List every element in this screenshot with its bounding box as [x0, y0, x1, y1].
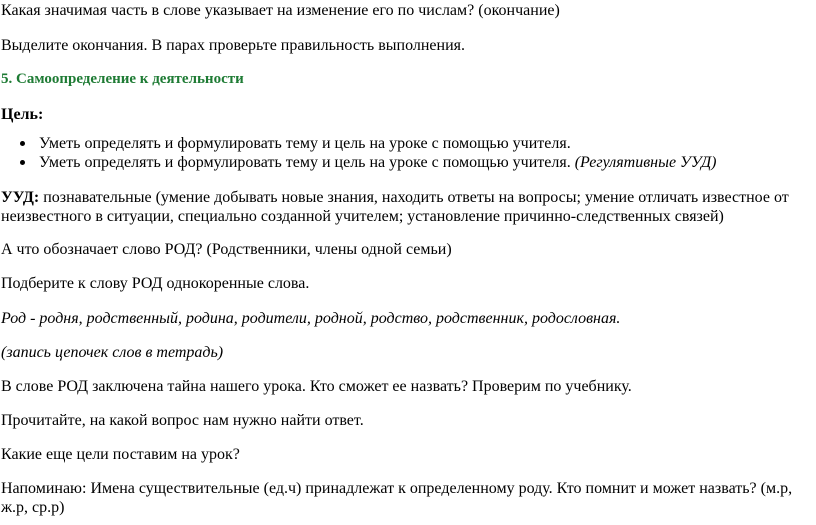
goal-text: Уметь определять и формулировать тему и цель на уроке с помощью учителя. — [39, 154, 571, 171]
instruction-paragraph: Выделите окончания. В парах проверьте правильность выполнения. — [1, 37, 466, 54]
uud-text: познавательные (умение добывать новые знания, находить ответы на вопросы; умение отличать известное от неизвестного в ситуации, специально созданной учителем; установление причинно-следственных связей) — [1, 189, 789, 225]
pick-words-paragraph: Подберите к слову РОД однокоренные слова. — [1, 275, 310, 292]
bullet-icon — [20, 141, 25, 146]
notebook-paragraph: (запись цепочек слов в тетрадь) — [1, 344, 224, 361]
goal-list — [0, 134, 716, 172]
goal-note: (Регулятивные УУД) — [574, 154, 717, 171]
goal-text: Уметь определять и формулировать тему и цель на уроке с помощью учителя. — [39, 135, 571, 152]
rod-meaning-paragraph: А что обозначает слово РОД? (Родственники, члены одной семьи) — [1, 241, 452, 258]
word-list-paragraph: Род - родня, родственный, родина, родители, родной, родство, родственник, родословная. — [1, 310, 621, 327]
goal-list-item — [0, 134, 716, 153]
bullet-icon — [20, 160, 25, 165]
goal-list-item — [0, 153, 716, 172]
section-heading: 5. Самоопределение к деятельности — [1, 71, 244, 87]
goals-question-paragraph: Какие еще цели поставим на урок? — [1, 446, 240, 463]
goal-label: Цель: — [1, 106, 44, 123]
reminder-paragraph: Напоминаю: Имена существительные (ед.ч) принадлежат к определенному роду. Кто помнит и может назвать? (м.р, ж.р, ср.р) — [1, 480, 793, 516]
read-paragraph: Прочитайте, на какой вопрос нам нужно найти ответ. — [1, 412, 364, 429]
secret-paragraph: В слове РОД заключена тайна нашего урока. Кто сможет ее назвать? Проверим по учебнику. — [1, 378, 632, 395]
question-paragraph: Какая значимая часть в слове указывает на изменение его по числам? (окончание) — [1, 2, 560, 19]
uud-label: УУД: — [1, 189, 40, 206]
uud-paragraph — [1, 188, 807, 226]
